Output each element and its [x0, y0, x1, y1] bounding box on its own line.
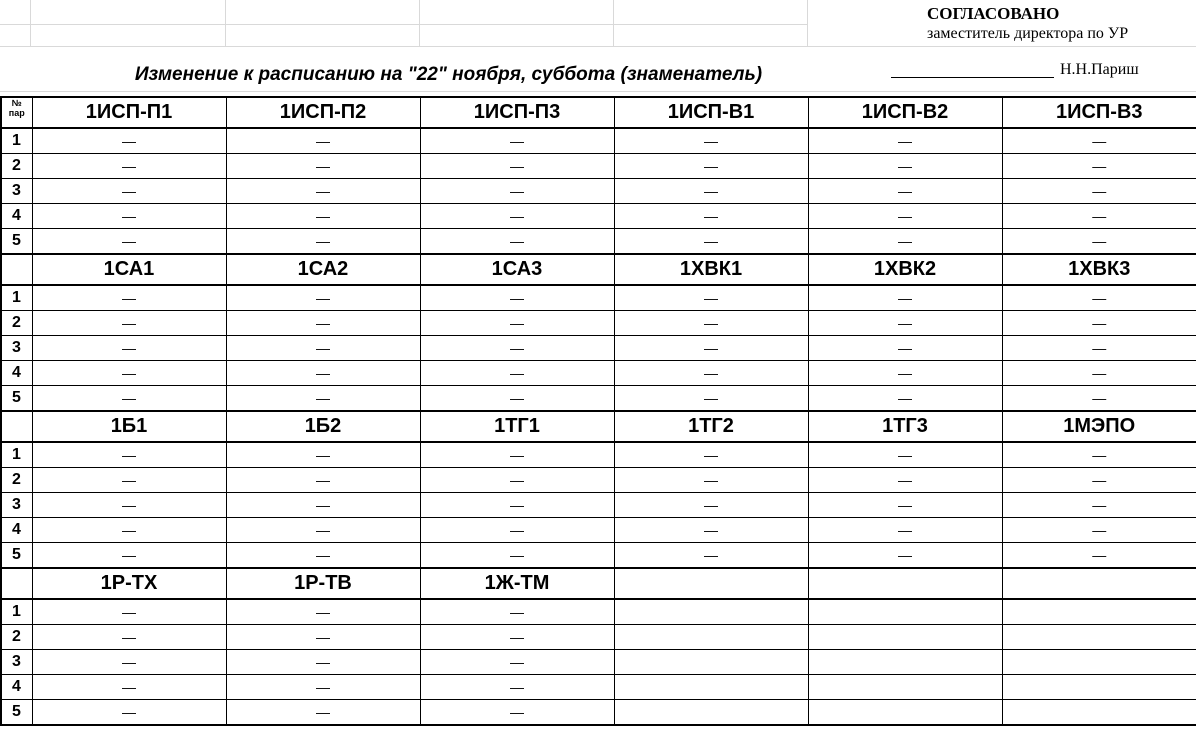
lesson-number: 2 [1, 468, 32, 493]
lesson-cell: — [32, 179, 226, 204]
lesson-number-header [1, 97, 32, 128]
lesson-cell: — [1002, 179, 1196, 204]
group-name: 1СА1 [32, 254, 226, 285]
lesson-number: 1 [1, 442, 32, 468]
lesson-number: 3 [1, 650, 32, 675]
group-header-row [1, 568, 1196, 599]
lesson-number: 2 [1, 311, 32, 336]
lesson-cell: — [614, 468, 808, 493]
lesson-cell: — [1002, 311, 1196, 336]
lesson-cell: — [420, 229, 614, 255]
number-header-word: пар [8, 108, 25, 118]
group-name: 1ИСП-П3 [420, 97, 614, 128]
lesson-number: 2 [1, 625, 32, 650]
group-name: 1ТГ1 [420, 411, 614, 442]
lesson-cell: — [808, 311, 1002, 336]
group-name [808, 568, 1002, 599]
lesson-row [1, 229, 1196, 255]
lesson-cell: — [226, 675, 420, 700]
group-name: 1СА2 [226, 254, 420, 285]
lesson-cell: — [1002, 285, 1196, 311]
lesson-cell: — [808, 543, 1002, 569]
lesson-cell [1002, 599, 1196, 625]
lesson-cell: — [1002, 442, 1196, 468]
page-title: Изменение к расписанию на "22" ноября, суббота (знаменатель) [134, 64, 763, 85]
lesson-cell: — [32, 599, 226, 625]
lesson-cell: — [420, 154, 614, 179]
lesson-cell: — [1002, 518, 1196, 543]
lesson-cell: — [226, 311, 420, 336]
lesson-cell: — [420, 700, 614, 726]
lesson-row [1, 336, 1196, 361]
lesson-cell: — [420, 361, 614, 386]
lesson-cell: — [808, 518, 1002, 543]
lesson-cell [614, 700, 808, 726]
group-header-row [1, 411, 1196, 442]
lesson-cell: — [420, 599, 614, 625]
lesson-cell: — [32, 229, 226, 255]
lesson-cell: — [614, 179, 808, 204]
lesson-row [1, 675, 1196, 700]
lesson-cell: — [808, 285, 1002, 311]
lesson-cell: — [226, 599, 420, 625]
lesson-number: 4 [1, 204, 32, 229]
lesson-cell: — [614, 543, 808, 569]
lesson-row [1, 468, 1196, 493]
lesson-cell: — [1002, 493, 1196, 518]
lesson-row [1, 599, 1196, 625]
lesson-cell: — [32, 336, 226, 361]
lesson-cell: — [614, 386, 808, 412]
lesson-row [1, 128, 1196, 154]
lesson-cell: — [808, 154, 1002, 179]
lesson-cell: — [808, 204, 1002, 229]
lesson-cell: — [32, 311, 226, 336]
lesson-cell: — [1002, 128, 1196, 154]
lesson-cell: — [226, 650, 420, 675]
lesson-cell: — [226, 229, 420, 255]
lesson-cell: — [226, 361, 420, 386]
lesson-cell: — [614, 204, 808, 229]
lesson-number: 4 [1, 361, 32, 386]
number-header-symbol: № [11, 98, 22, 108]
lesson-cell: — [32, 650, 226, 675]
lesson-cell [614, 650, 808, 675]
lesson-cell: — [32, 518, 226, 543]
lesson-cell: — [420, 442, 614, 468]
lesson-cell: — [420, 386, 614, 412]
approved-label: СОГЛАСОВАНО [927, 4, 1060, 23]
lesson-cell: — [614, 336, 808, 361]
lesson-cell: — [226, 204, 420, 229]
lesson-row [1, 518, 1196, 543]
lesson-number: 5 [1, 229, 32, 255]
lesson-number: 1 [1, 128, 32, 154]
lesson-number: 5 [1, 543, 32, 569]
lesson-cell [614, 599, 808, 625]
lesson-cell: — [32, 361, 226, 386]
lesson-cell: — [32, 625, 226, 650]
lesson-row [1, 700, 1196, 726]
group-name: 1ИСП-П2 [226, 97, 420, 128]
lesson-cell: — [226, 442, 420, 468]
lesson-cell: — [226, 336, 420, 361]
lesson-cell [614, 675, 808, 700]
lesson-number: 1 [1, 599, 32, 625]
lesson-cell: — [226, 493, 420, 518]
schedule-table [0, 96, 1196, 726]
group-name: 1СА3 [420, 254, 614, 285]
lesson-cell: — [808, 386, 1002, 412]
lesson-row [1, 179, 1196, 204]
group-header-row [1, 97, 1196, 128]
lesson-cell: — [614, 229, 808, 255]
group-name: 1Б1 [32, 411, 226, 442]
deputy-label: заместитель директора по УР [927, 25, 1129, 42]
signature-line [891, 77, 1054, 78]
lesson-cell: — [226, 700, 420, 726]
lesson-row [1, 625, 1196, 650]
lesson-cell: — [420, 518, 614, 543]
signature-name: Н.Н.Париш [1060, 61, 1139, 78]
lesson-row [1, 493, 1196, 518]
lesson-number: 4 [1, 518, 32, 543]
lesson-cell: — [32, 154, 226, 179]
lesson-cell: — [32, 285, 226, 311]
lesson-row [1, 154, 1196, 179]
lesson-cell: — [1002, 229, 1196, 255]
lesson-cell: — [614, 311, 808, 336]
lesson-number: 1 [1, 285, 32, 311]
lesson-cell: — [808, 128, 1002, 154]
lesson-cell [808, 700, 1002, 726]
lesson-cell: — [226, 128, 420, 154]
lesson-cell: — [1002, 336, 1196, 361]
lesson-cell: — [226, 625, 420, 650]
lesson-row [1, 311, 1196, 336]
lesson-cell [1002, 700, 1196, 726]
lesson-cell: — [420, 650, 614, 675]
lesson-cell [1002, 625, 1196, 650]
group-name [614, 568, 808, 599]
group-name: 1ХВК3 [1002, 254, 1196, 285]
lesson-cell: — [226, 518, 420, 543]
lesson-cell: — [32, 442, 226, 468]
group-name: 1Р-ТХ [32, 568, 226, 599]
lesson-cell [808, 675, 1002, 700]
lesson-cell: — [614, 128, 808, 154]
group-name: 1ИСП-В1 [614, 97, 808, 128]
lesson-cell [808, 599, 1002, 625]
lesson-row [1, 204, 1196, 229]
lesson-cell: — [420, 311, 614, 336]
lesson-cell: — [420, 128, 614, 154]
group-name: 1Б2 [226, 411, 420, 442]
lesson-cell: — [226, 154, 420, 179]
lesson-cell: — [32, 675, 226, 700]
lesson-cell [614, 625, 808, 650]
lesson-row [1, 442, 1196, 468]
group-name: 1ХВК2 [808, 254, 1002, 285]
lesson-cell: — [32, 700, 226, 726]
lesson-cell: — [32, 468, 226, 493]
lesson-number: 5 [1, 700, 32, 726]
lesson-cell: — [808, 336, 1002, 361]
lesson-cell: — [420, 204, 614, 229]
lesson-cell: — [420, 625, 614, 650]
lesson-cell: — [32, 204, 226, 229]
lesson-cell: — [420, 675, 614, 700]
lesson-cell: — [808, 361, 1002, 386]
lesson-cell: — [420, 336, 614, 361]
lesson-cell: — [420, 468, 614, 493]
lesson-cell: — [1002, 468, 1196, 493]
lesson-cell: — [614, 493, 808, 518]
lesson-cell: — [226, 285, 420, 311]
lesson-cell: — [614, 518, 808, 543]
group-name [1002, 568, 1196, 599]
lesson-cell: — [808, 493, 1002, 518]
group-name: 1МЭПО [1002, 411, 1196, 442]
lesson-cell: — [808, 229, 1002, 255]
group-name: 1ХВК1 [614, 254, 808, 285]
lesson-cell: — [1002, 543, 1196, 569]
lesson-cell: — [420, 493, 614, 518]
group-name: 1ИСП-П1 [32, 97, 226, 128]
group-name: 1ИСП-В2 [808, 97, 1002, 128]
group-name: 1Ж-ТМ [420, 568, 614, 599]
lesson-cell: — [226, 543, 420, 569]
group-name: 1ТГ2 [614, 411, 808, 442]
lesson-cell: — [808, 179, 1002, 204]
lesson-cell [808, 650, 1002, 675]
lesson-cell: — [1002, 361, 1196, 386]
lesson-cell: — [420, 543, 614, 569]
lesson-number: 3 [1, 336, 32, 361]
lesson-cell [808, 625, 1002, 650]
lesson-number-header [1, 254, 32, 285]
group-header-row [1, 254, 1196, 285]
lesson-number: 2 [1, 154, 32, 179]
lesson-cell: — [226, 386, 420, 412]
lesson-cell: — [32, 493, 226, 518]
lesson-cell: — [32, 128, 226, 154]
lesson-row [1, 361, 1196, 386]
group-name: 1Р-ТВ [226, 568, 420, 599]
group-name: 1ТГ3 [808, 411, 1002, 442]
lesson-number: 3 [1, 493, 32, 518]
lesson-cell: — [420, 285, 614, 311]
lesson-cell: — [32, 543, 226, 569]
group-name: 1ИСП-В3 [1002, 97, 1196, 128]
lesson-cell [1002, 675, 1196, 700]
lesson-number: 5 [1, 386, 32, 412]
lesson-number: 4 [1, 675, 32, 700]
lesson-cell: — [32, 386, 226, 412]
lesson-cell: — [614, 154, 808, 179]
lesson-cell: — [808, 442, 1002, 468]
lesson-row [1, 543, 1196, 569]
lesson-number-header [1, 568, 32, 599]
lesson-cell: — [614, 361, 808, 386]
lesson-row [1, 285, 1196, 311]
lesson-row [1, 386, 1196, 412]
lesson-cell: — [226, 468, 420, 493]
lesson-cell: — [420, 179, 614, 204]
lesson-cell: — [614, 285, 808, 311]
lesson-cell: — [1002, 204, 1196, 229]
lesson-row [1, 650, 1196, 675]
lesson-cell: — [226, 179, 420, 204]
lesson-number-header [1, 411, 32, 442]
lesson-cell: — [614, 442, 808, 468]
lesson-cell [1002, 650, 1196, 675]
lesson-cell: — [808, 468, 1002, 493]
lesson-cell: — [1002, 154, 1196, 179]
lesson-cell: — [1002, 386, 1196, 412]
lesson-number: 3 [1, 179, 32, 204]
